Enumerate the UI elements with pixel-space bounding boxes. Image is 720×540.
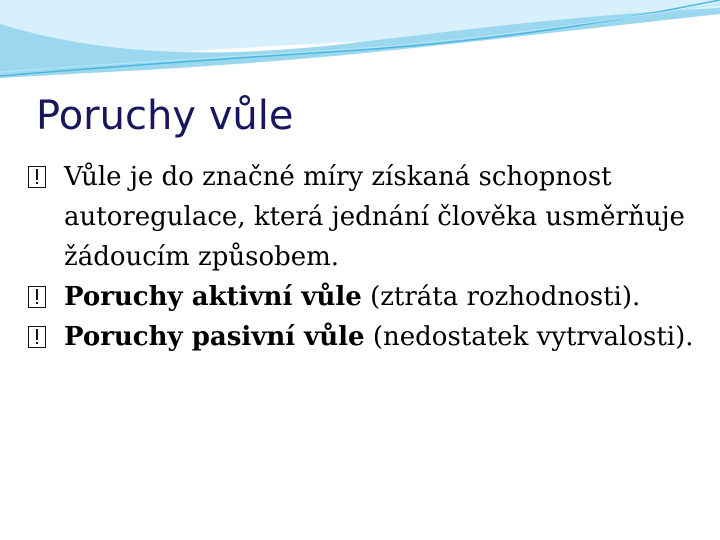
slide-title: Poruchy vůle xyxy=(36,93,294,139)
bullet-bold-active-will: Poruchy aktivní vůle xyxy=(64,282,362,312)
bullet-item-passive-will xyxy=(28,317,698,357)
bullet-list xyxy=(28,157,698,357)
bullet-bold-passive-will: Poruchy pasivní vůle xyxy=(64,322,365,352)
missing-glyph-box-icon xyxy=(28,326,46,348)
missing-glyph-box-icon xyxy=(28,286,46,308)
top-wave-decoration xyxy=(0,0,720,90)
bullet-text-passive-will: (nedostatek vytrvalosti). xyxy=(364,322,694,352)
bullet-text-active-will: (ztráta rozhodnosti). xyxy=(361,282,641,312)
bullet-text-definition: Vůle je do značné míry získaná schopnost autoregulace, která jednání člověka usměrňuje žádoucím způsobem. xyxy=(64,162,685,272)
missing-glyph-box-icon xyxy=(28,166,46,188)
bullet-item-definition xyxy=(28,157,698,277)
bullet-item-active-will xyxy=(28,277,698,317)
